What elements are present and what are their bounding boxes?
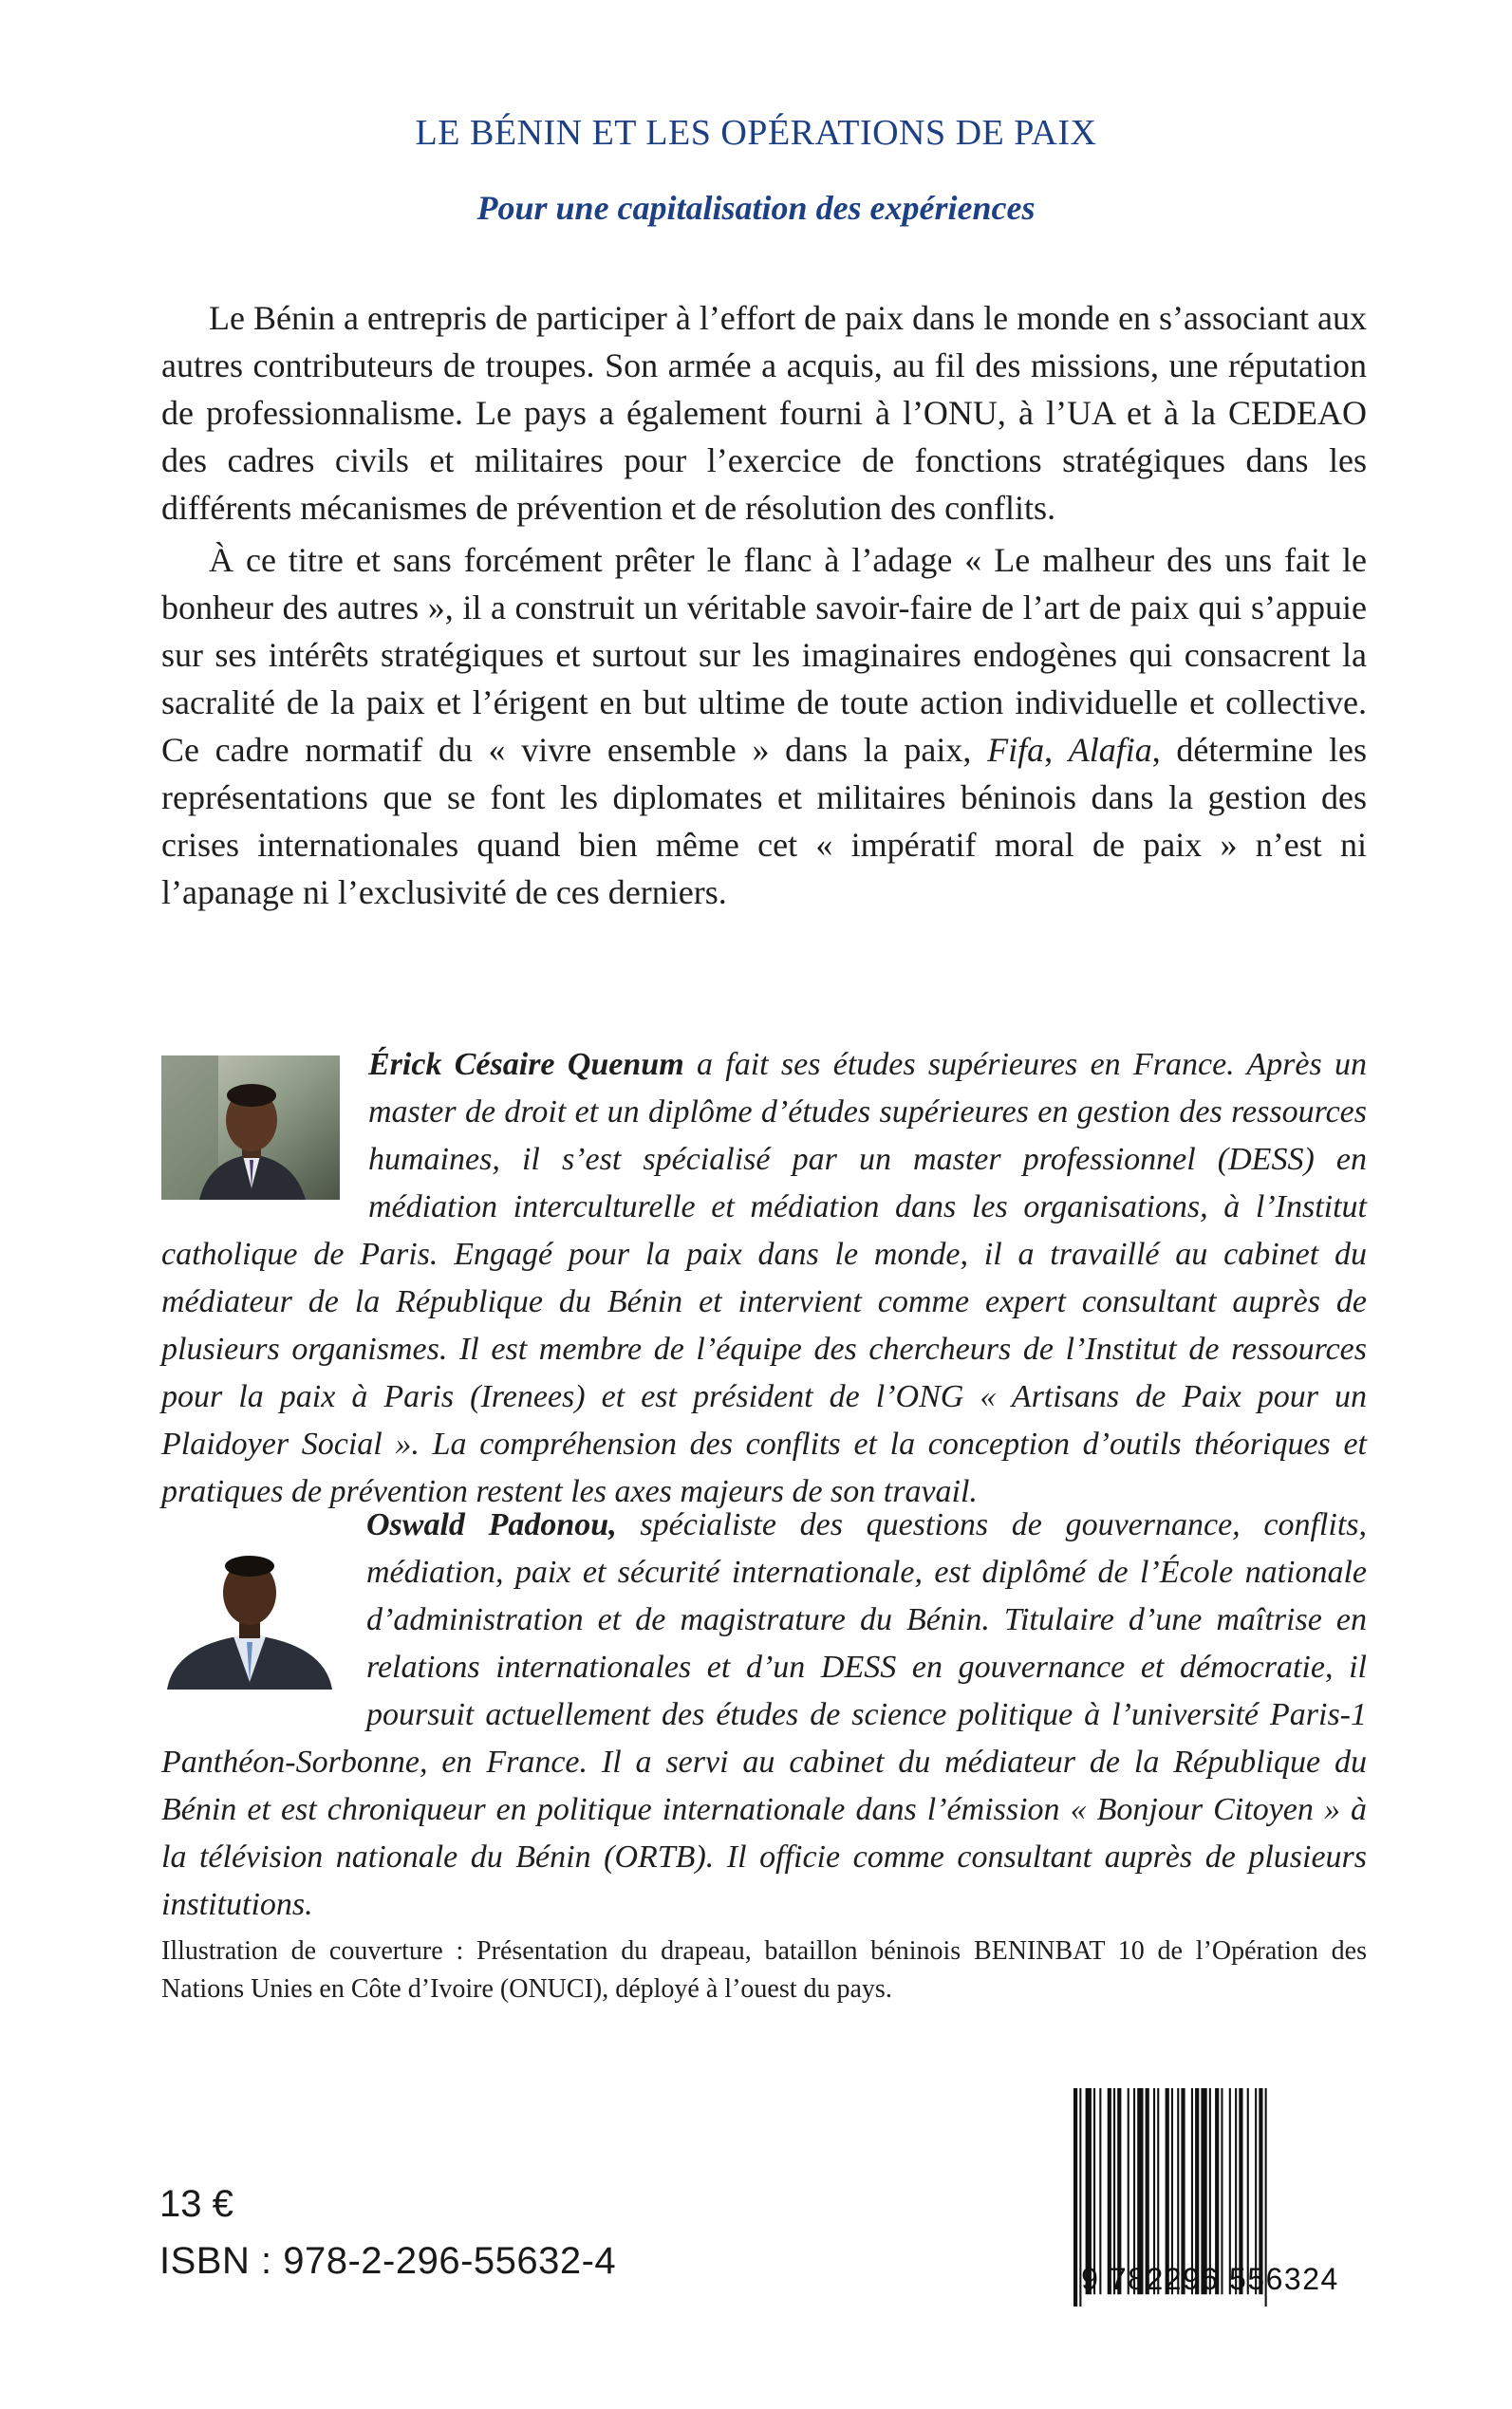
summary-text: , — [1044, 731, 1069, 769]
author-bio-2 — [161, 1502, 1367, 1929]
author-bio-1 — [161, 1041, 1367, 1516]
summary-paragraph-1: Le Bénin a entrepris de participer à l’effort de paix dans le monde en s’associant aux autres contributeurs de troupes. Son armée a acquis, au fil des missions, une réputation de professionnalisme. Le pays a également fourni à l’ONU, à l’UA et à la CEDEAO des cadres civils et militaires pour l’exercice de fonctions stratégiques dans les différents mécanismes de prévention et de résolution des conflits. — [161, 299, 1367, 527]
cover-illustration-credit: Illustration de couverture : Présentation du drapeau, bataillon béninois BENINBAT 10 de l’Opération des Nations Unies en Côte d’Ivoire (ONUCI), déployé à l’ouest du pays. — [161, 1936, 1367, 2004]
summary-paragraph-2 — [161, 536, 1367, 916]
isbn: ISBN : 978-2-296-55632-4 — [159, 2240, 617, 2282]
author-photo-padonou — [161, 1530, 338, 1690]
term-fifa: Fifa — [987, 731, 1045, 769]
price: 13 € — [159, 2183, 233, 2225]
barcode-digits: 9 782296 556324 — [1081, 2262, 1339, 2296]
summary-text: , détermine les représentations que se font les diplomates et militaires béninois dans la gestion des crises internationales quand bien même cet « impératif moral de paix » n’est ni l’apanage ni l’exclusivité de ces derniers. — [161, 731, 1368, 911]
author-name: Érick Césaire Quenum — [368, 1047, 684, 1082]
author-name: Oswald Padonou, — [366, 1507, 617, 1542]
term-alafia: Alafia — [1068, 731, 1152, 769]
author-bio-body: spécialiste des questions de gouvernance, conflits, médiation, paix et sécurité internationale, est diplômé de l’École nationale d’administration et de magistrature du Bénin. Titulaire d’une maîtrise en relations internationales et d’un DESS en gouvernance et démocratie, il poursuit actuellement des études de science politique à l’université Paris-1 Panthéon-Sorbonne, en France. Il a servi au cabinet du médiateur de la République du Bénin et est chroniqueur en politique internationale dans l’émission « Bonjour Citoyen » à la télévision nationale du Bénin (ORTB). Il officie comme consultant auprès de plusieurs institutions. — [161, 1507, 1367, 1922]
author-bio-text — [161, 1502, 1367, 1929]
author-bio-body: a fait ses études supérieures en France. Après un master de droit et un diplôme d’études supérieures en gestion des ressources humaines, il s’est spécialisé par un master professionnel (DESS) en médiation interculturelle et médiation dans les organisations, à l’Institut catholique de Paris. Engagé pour la paix dans le monde, il a travaillé au cabinet du médiateur de la République du Bénin et intervient comme expert consultant auprès de plusieurs organismes. Il est membre de l’équipe des chercheurs de l’Institut de ressources pour la paix à Paris (Irenees) et est président de l’ONG « Artisans de Paix pour un Plaidoyer Social ». La compréhension des conflits et la conception d’outils théoriques et pratiques de prévention restent les axes majeurs de son travail. — [161, 1047, 1367, 1509]
book-title: LE BÉNIN ET LES OPÉRATIONS DE PAIX — [415, 113, 1097, 153]
author-bio-text — [161, 1041, 1367, 1516]
author-photo-quenum — [161, 1055, 340, 1200]
book-summary — [161, 294, 1367, 916]
book-subtitle: Pour une capitalisation des expériences — [476, 189, 1036, 227]
summary-text: À ce titre et sans forcément prêter le flanc à l’adage « Le malheur des uns fait le bonheur des autres », il a construit un véritable savoir-faire de l’art de paix qui s’appuie sur ses intérêts stratégiques et surtout sur les imaginaires endogènes qui consacrent la sacralité de la paix et l’érigent en but ultime de toute action individuelle et collective. Ce cadre normatif du « vivre ensemble » dans la paix, — [161, 541, 1367, 769]
